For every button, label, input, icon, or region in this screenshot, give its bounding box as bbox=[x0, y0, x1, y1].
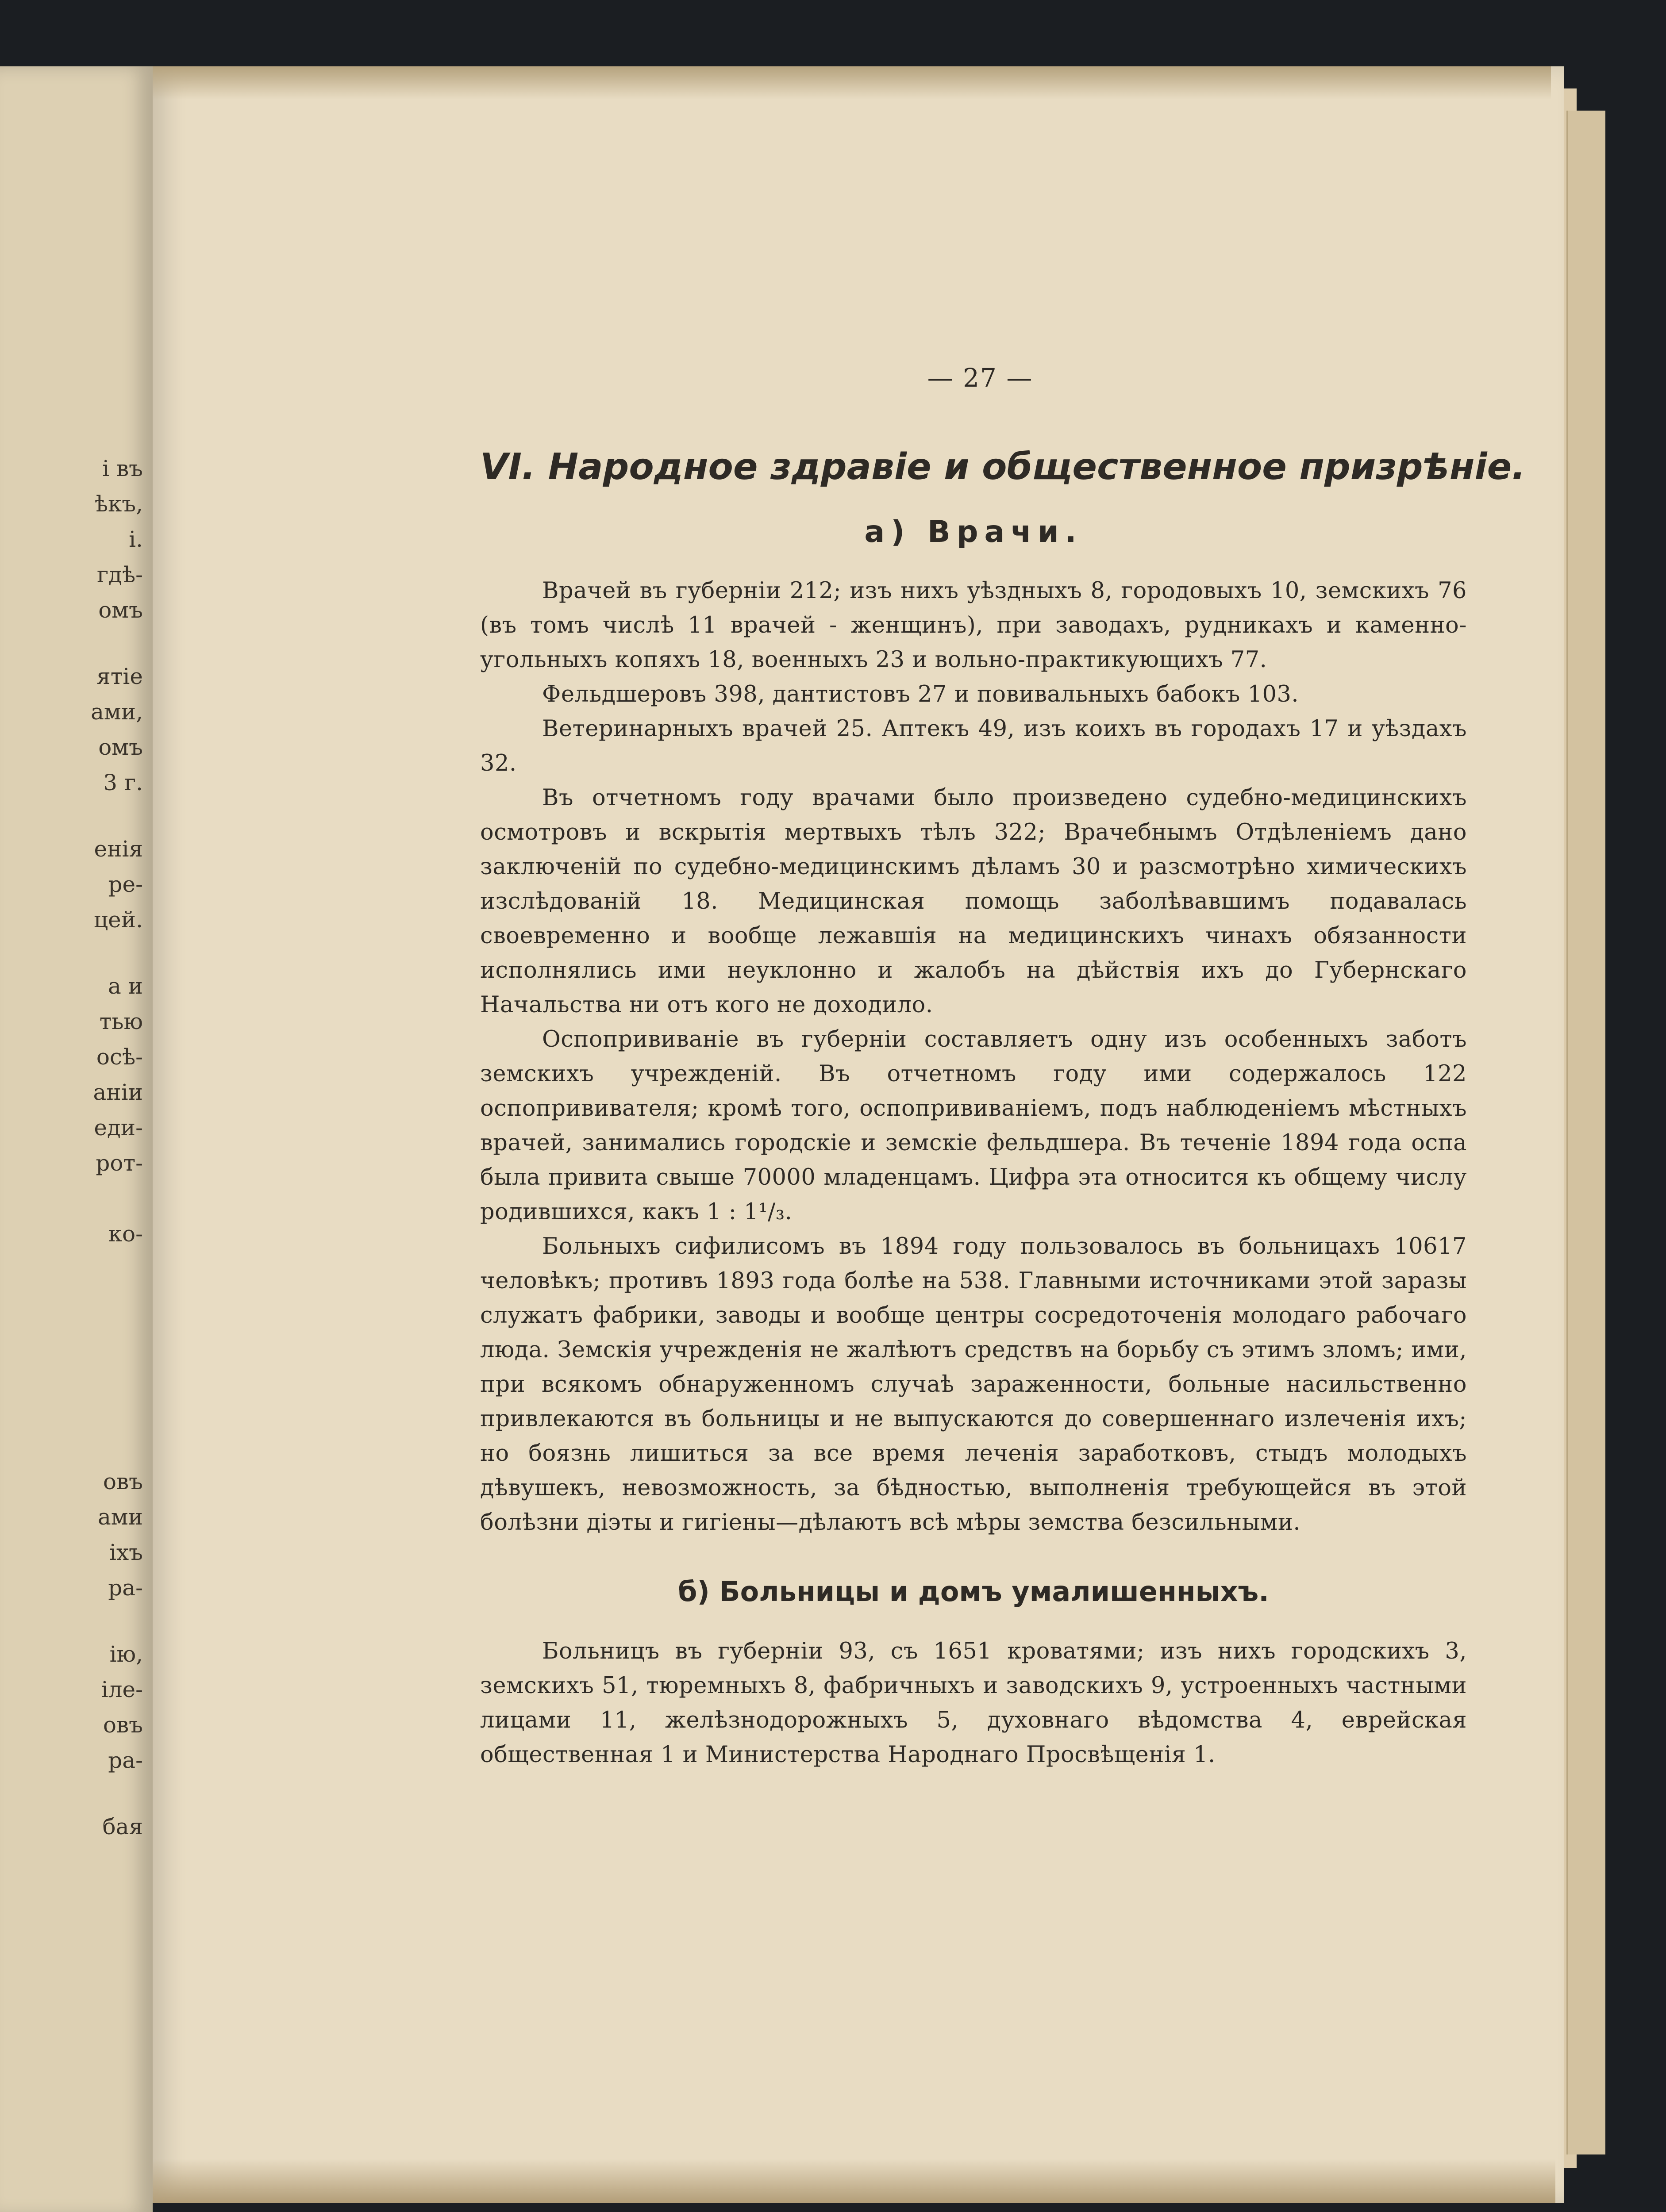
left-page-text-fragment: іле- bbox=[101, 1677, 143, 1702]
left-page-text-fragment: ами, bbox=[91, 699, 143, 725]
left-page-text-fragment: аніи bbox=[93, 1079, 143, 1105]
left-page-text-fragment: 3 г. bbox=[103, 770, 143, 795]
left-page-text-fragment: а и bbox=[108, 973, 143, 999]
left-page-text-fragment: ятіе bbox=[96, 664, 143, 689]
left-page-text-fragment: і. bbox=[129, 526, 143, 552]
left-page-text-fragment: ами bbox=[97, 1504, 143, 1530]
left-page-text-fragment: ко- bbox=[108, 1221, 143, 1247]
paragraph: Ветеринарныхъ врачей 25. Аптекъ 49, изъ коихъ въ городахъ 17 и уѣздахъ 32. bbox=[480, 716, 1467, 776]
left-page-text-fragment: бая bbox=[102, 1814, 143, 1839]
left-page-text-fragment: енія bbox=[94, 836, 143, 862]
paragraphs-doctors bbox=[480, 574, 1467, 1540]
paragraphs-hospitals bbox=[480, 1634, 1467, 1772]
paragraph: Оспопрививаніе въ губерніи составляетъ одну изъ особенныхъ заботъ земскихъ учрежденій. Въ отчетномъ году ими содержалось 122 оспопрививателя; кромѣ того, оспопрививаніемъ, подъ наблюденіемъ мѣстныхъ врачей, занимались городскіе и земскіе фельдшера. Въ теченіе 1894 года оспа была привита свыше 70000 младенцамъ. Цифра эта относится къ общему числу родившихся, какъ 1 : 1¹/₃. bbox=[480, 1026, 1467, 1225]
left-page-text-fragment: іхъ bbox=[109, 1540, 143, 1565]
left-page bbox=[0, 66, 153, 2212]
subsection-heading-hospitals: б) Больницы и домъ умалишенныхъ. bbox=[678, 1575, 1269, 1608]
left-page-text-fragment: цей. bbox=[94, 907, 143, 933]
left-page-text-fragment: ѣкъ, bbox=[94, 491, 143, 517]
paragraph: Врачей въ губерніи 212; изъ нихъ уѣздныхъ 8, городовыхъ 10, земскихъ 76 (въ томъ числѣ 11 врачей - женщинъ), при заводахъ, рудникахъ и каменно-угольныхъ копяхъ 18, военныхъ 23 и вольно-практикующихъ 77. bbox=[480, 578, 1467, 673]
left-page-text-fragment: ра- bbox=[108, 1575, 143, 1601]
paragraph: Больныхъ сифилисомъ въ 1894 году пользовалось въ больницахъ 10617 человѣкъ; противъ 1893 года болѣе на 538. Главными источниками этой заразы служатъ фабрики, заводы и вообще центры сосредоточенія молодаго рабочаго люда. Земскія учрежденія не жалѣютъ средствъ на борьбу съ этимъ зломъ; ими, при всякомъ обнаруженномъ случаѣ зараженности, больные насильственно привлекаются въ больницы и не выпускаются до совершеннаго излеченія ихъ; но боязнь лишиться за все время леченія заработковъ, стыдъ молодыхъ дѣвушекъ, невозможность, за бѣдностью, выполненія требующейся въ этой болѣзни діэты и гигіены—дѣлаютъ всѣ мѣры земства безсильными. bbox=[480, 1233, 1467, 1536]
page-edge bbox=[1566, 111, 1605, 2154]
page-bottom-stain bbox=[153, 2159, 1555, 2203]
paragraph: Больницъ въ губерніи 93, съ 1651 кроватями; изъ нихъ городскихъ 3, земскихъ 51, тюремныхъ 8, фабричныхъ и заводскихъ 9, устроенныхъ частными лицами 11, желѣзнодорожныхъ 5, духовнаго вѣдомства 4, еврейская общественная 1 и Министерства Народнаго Просвѣщенія 1. bbox=[480, 1638, 1467, 1768]
paragraph: Фельдшеровъ 398, дантистовъ 27 и повивальныхъ бабокъ 103. bbox=[542, 681, 1299, 707]
left-page-text-fragment: ре- bbox=[108, 872, 143, 897]
left-page-text-fragment: ра- bbox=[108, 1747, 143, 1773]
left-page-text-fragment: тью bbox=[99, 1009, 143, 1034]
section-title: VI. Народное здравіе и общественное призрѣніе. bbox=[480, 446, 1526, 488]
page-number: — 27 — bbox=[927, 363, 1033, 393]
page-content bbox=[480, 363, 1526, 1772]
left-page-text-fragment: омъ bbox=[98, 597, 143, 623]
left-page-text-fragment: ію, bbox=[109, 1641, 143, 1667]
subsection-heading-doctors: а) Врачи. bbox=[864, 515, 1083, 549]
left-page-text-fragment: овъ bbox=[103, 1712, 143, 1738]
left-page-text-fragment: рот- bbox=[96, 1150, 143, 1176]
left-page-text-fragment: осѣ- bbox=[96, 1044, 143, 1070]
paragraph: Въ отчетномъ году врачами было произведено судебно-медицинскихъ осмотровъ и вскрытія мертвыхъ тѣлъ 322; Врачебнымъ Отдѣленіемъ дано заключеній по судебно-медицинскимъ дѣламъ 30 и разсмотрѣно химическихъ изслѣдованій 18. Медицинская помощь заболѣвавшимъ подавалась своевременно и вообще лежавшія на медицинскихъ чинахъ обязанности исполнялись ими неуклонно и жалобъ на дѣйствія ихъ до Губернскаго Начальства ни отъ кого не доходило. bbox=[480, 785, 1467, 1018]
left-page-text-fragment: еди- bbox=[94, 1115, 143, 1141]
left-page-text-fragment: омъ bbox=[98, 734, 143, 760]
page-top-stain bbox=[153, 66, 1551, 100]
left-page-text-fragment: і въ bbox=[102, 456, 143, 481]
left-page-text-fragment: овъ bbox=[103, 1469, 143, 1494]
left-page-text-fragment: гдѣ- bbox=[96, 562, 143, 588]
